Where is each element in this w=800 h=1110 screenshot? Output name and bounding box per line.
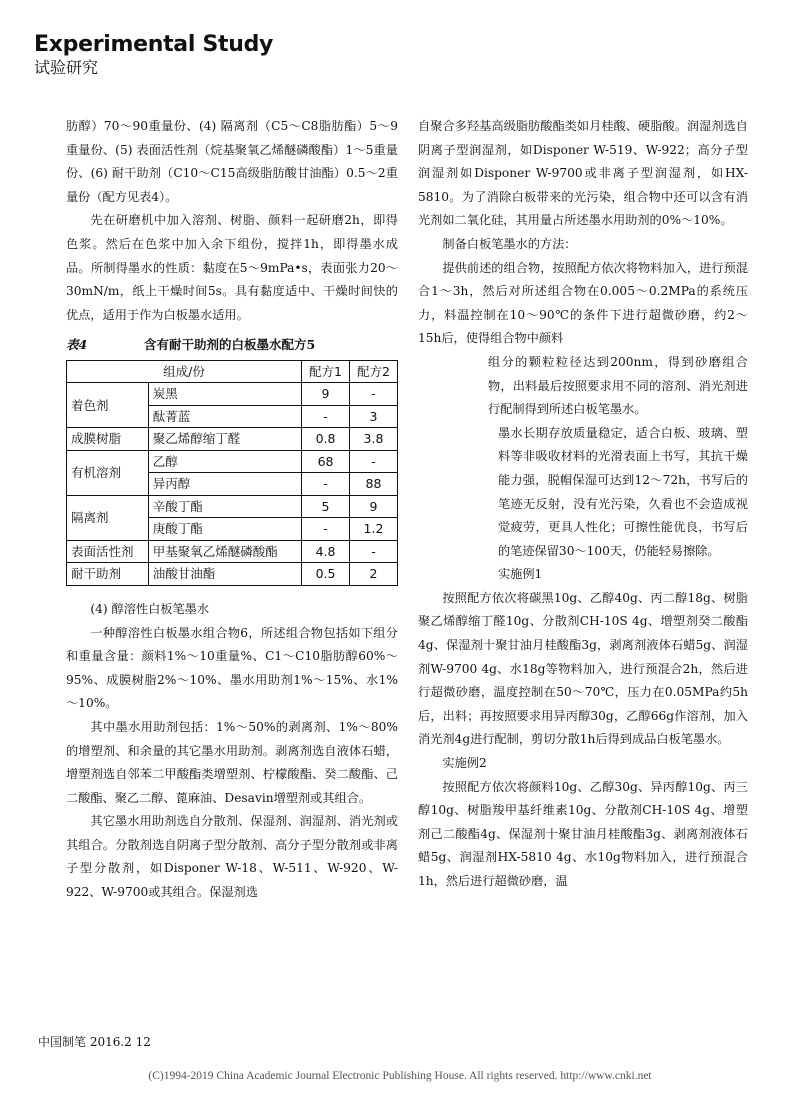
table-header-row [67, 360, 398, 383]
table-row [67, 428, 398, 451]
table-header-cell: 配方1 [302, 360, 350, 383]
left-paragraph-5: 其它墨水用助剂选自分散剂、保湿剂、润湿剂、消光剂或其组合。分散剂选自阴离子型分散剂、高分子型分散剂或非离子型分散剂，如Disponer W-18、W-511、W-920、W-922、W-9700或其组合。保湿剂选 [66, 814, 398, 900]
table-row [67, 563, 398, 586]
table-component-cell: 炭黑 [148, 383, 301, 406]
section-heading: (4) 醇溶性白板笔墨水 [90, 601, 210, 616]
left-paragraph-2: 先在研磨机中加入溶剂、树脂、颜料一起研磨2h，即得色浆。然后在色浆中加入余下组份，搅拌1h，即得墨水成品。所制得墨水的性质：黏度在5～9mPa•s，表面张力20～30mN/m，纸上干燥时间5s。具有黏度适中、干燥时间快的优点，适用于作为白板墨水适用。 [66, 213, 398, 322]
table-value-cell: - [302, 518, 350, 541]
table-value-cell: 5 [302, 495, 350, 518]
table-value-cell: 4.8 [302, 540, 350, 563]
table-category-cell: 成膜树脂 [67, 428, 149, 451]
table-value-cell: 0.5 [302, 563, 350, 586]
table-category-cell: 耐干助剂 [67, 563, 149, 586]
table-component-cell: 乙醇 [148, 450, 301, 473]
example-2-text: 按照配方依次将颜料10g、乙醇30g、异丙醇10g、丙三醇10g、树脂羧甲基纤维素10g、分散剂CH-10S 4g、增塑剂己二酸酯4g、保湿剂十聚甘油月桂酸酯3g、剥离剂液体石蜡5g、润湿剂HX-5810 4g、水10g物料加入，进行预混合1h，然后进行超微砂磨，温 [418, 779, 748, 888]
right-paragraph-2: 制备白板笔墨水的方法： [442, 236, 577, 251]
table-row [67, 383, 398, 406]
table-component-cell: 聚乙烯醇缩丁醛 [148, 428, 301, 451]
table-header-cell: 配方2 [350, 360, 398, 383]
right-column [418, 115, 748, 894]
right-paragraph-3b: 组分的颗粒粒径达到200nm，得到砂磨组合物，出料最后按照要求用不同的溶剂、消光剂进行配制得到所述白板笔墨水。 [488, 354, 748, 417]
table-component-cell: 酞菁蓝 [148, 405, 301, 428]
right-paragraph-1: 自聚合多羟基高级脂肪酸酯类如月桂酸、硬脂酸。润湿剂选自阴离子型润湿剂，如Disponer W-519、W-922；高分子型润湿剂如Disponer W-9700或非离子型润湿剂，如HX-5810。为了消除白板带来的光污染，组合物中还可以含有消光剂如二氧化硅，其用量占所述墨水用助剂的0%～10%。 [418, 119, 748, 228]
table-value-cell: - [350, 383, 398, 406]
table-caption-title: 含有耐干助剂的白板墨水配方5 [144, 337, 316, 353]
table-caption-number: 表4 [66, 337, 88, 353]
table-value-cell: 2 [350, 563, 398, 586]
table-value-cell: 9 [350, 495, 398, 518]
table-header-cell: 组成/份 [67, 360, 302, 383]
left-paragraph-3: 一种醇溶性白板墨水组合物6，所述组合物包括如下组分和重量含量：颜料1%～10重量%、C1～C10脂肪醇60%～95%、成膜树脂2%～10%、墨水用助剂1%～15%、水1%～10%。 [66, 625, 398, 711]
table-caption [66, 333, 398, 357]
example-1-title: 实施例1 [498, 567, 543, 582]
table-value-cell: - [350, 450, 398, 473]
table-value-cell: - [302, 405, 350, 428]
left-column [66, 115, 398, 905]
right-paragraph-4: 墨水长期存放质量稳定，适合白板、玻璃、塑料等非吸收材料的光滑表面上书写，其抗干燥能力强，脱帽保湿可达到12～72h，书写后的笔迹无反射，没有光污染，久看也不会造成视觉疲劳，更具人性化；可擦性能优良，书写后的笔迹保留30～100天，仍能轻易擦除。 [498, 425, 748, 558]
table-component-cell: 辛酸丁酯 [148, 495, 301, 518]
table-category-cell: 表面活性剂 [67, 540, 149, 563]
section-title-zh: 试验研究 [34, 58, 99, 77]
table-category-cell: 有机溶剂 [67, 450, 149, 495]
table-value-cell: 1.2 [350, 518, 398, 541]
table-row [67, 495, 398, 518]
example-1-text: 按照配方依次将碳黑10g、乙醇40g、丙二醇18g、树脂聚乙烯醇缩丁醛10g、分散剂CH-10S 4g、增塑剂癸二酸酯4g、保湿剂十聚甘油月桂酸酯3g，剥离剂液体石蜡5g、润湿剂W-9700 4g、水18g等物料加入，进行预混合2h，然后进行超微砂磨，温度控制在50～70℃，压力在0.05MPa约5h后，出料；再按照要求用异丙醇30g，乙醇66g作溶剂，加入消光剂4g进行配制，剪切分散1h后得到成品白板笔墨水。 [418, 590, 748, 747]
table-row [67, 450, 398, 473]
table-value-cell: 88 [350, 473, 398, 496]
right-paragraph-3: 提供前述的组合物，按照配方依次将物料加入，进行预混合1～3h，然后对所述组合物在0.005～0.2MPa的系统压力，料温控制在10～90℃的条件下进行超微砂磨，约2～15h后，使得组合物中颜料 [418, 260, 748, 346]
table-value-cell: - [302, 473, 350, 496]
copyright-notice: (C)1994-2019 China Academic Journal Electronic Publishing House. All rights reserved. http://www.cnki.net [148, 1070, 652, 1082]
table-component-cell: 甲基聚氧乙烯醚磷酸酯 [148, 540, 301, 563]
section-title-en: Experimental Study [34, 32, 274, 57]
table-value-cell: 3.8 [350, 428, 398, 451]
table-component-cell: 油酸甘油酯 [148, 563, 301, 586]
page-footer: 中国制笔 2016.2 12 [38, 1035, 151, 1049]
table-category-cell: 着色剂 [67, 383, 149, 428]
table-value-cell: - [350, 540, 398, 563]
table-value-cell: 9 [302, 383, 350, 406]
table-value-cell: 68 [302, 450, 350, 473]
left-paragraph-1: 肪醇）70～90重量份、(4) 隔离剂（C5～C8脂肪酯）5～9重量份、(5) 表面活性剂（烷基聚氧乙烯醚磷酸酯）1～5重量份、(6) 耐干助剂（C10～C15高级脂肪酸甘油酯）0.5～2重量份（配方见表4）。 [66, 119, 398, 204]
example-2-title: 实施例2 [442, 756, 487, 771]
table-row [67, 540, 398, 563]
table-component-cell: 庚酸丁酯 [148, 518, 301, 541]
table-value-cell: 3 [350, 405, 398, 428]
table-value-cell: 0.8 [302, 428, 350, 451]
section-header [34, 32, 273, 78]
table-component-cell: 异丙醇 [148, 473, 301, 496]
formula-table [66, 360, 398, 586]
table-category-cell: 隔离剂 [67, 495, 149, 540]
left-paragraph-4: 其中墨水用助剂包括：1%～50%的剥离剂、1%～80%的增塑剂、和余量的其它墨水用助剂。剥离剂选自液体石蜡，增塑剂选自邻苯二甲酸酯类增塑剂、柠檬酸酯、癸二酸酯、己二酸酯、聚乙二醇、蓖麻油、Desavin增塑剂或其组合。 [66, 719, 398, 805]
